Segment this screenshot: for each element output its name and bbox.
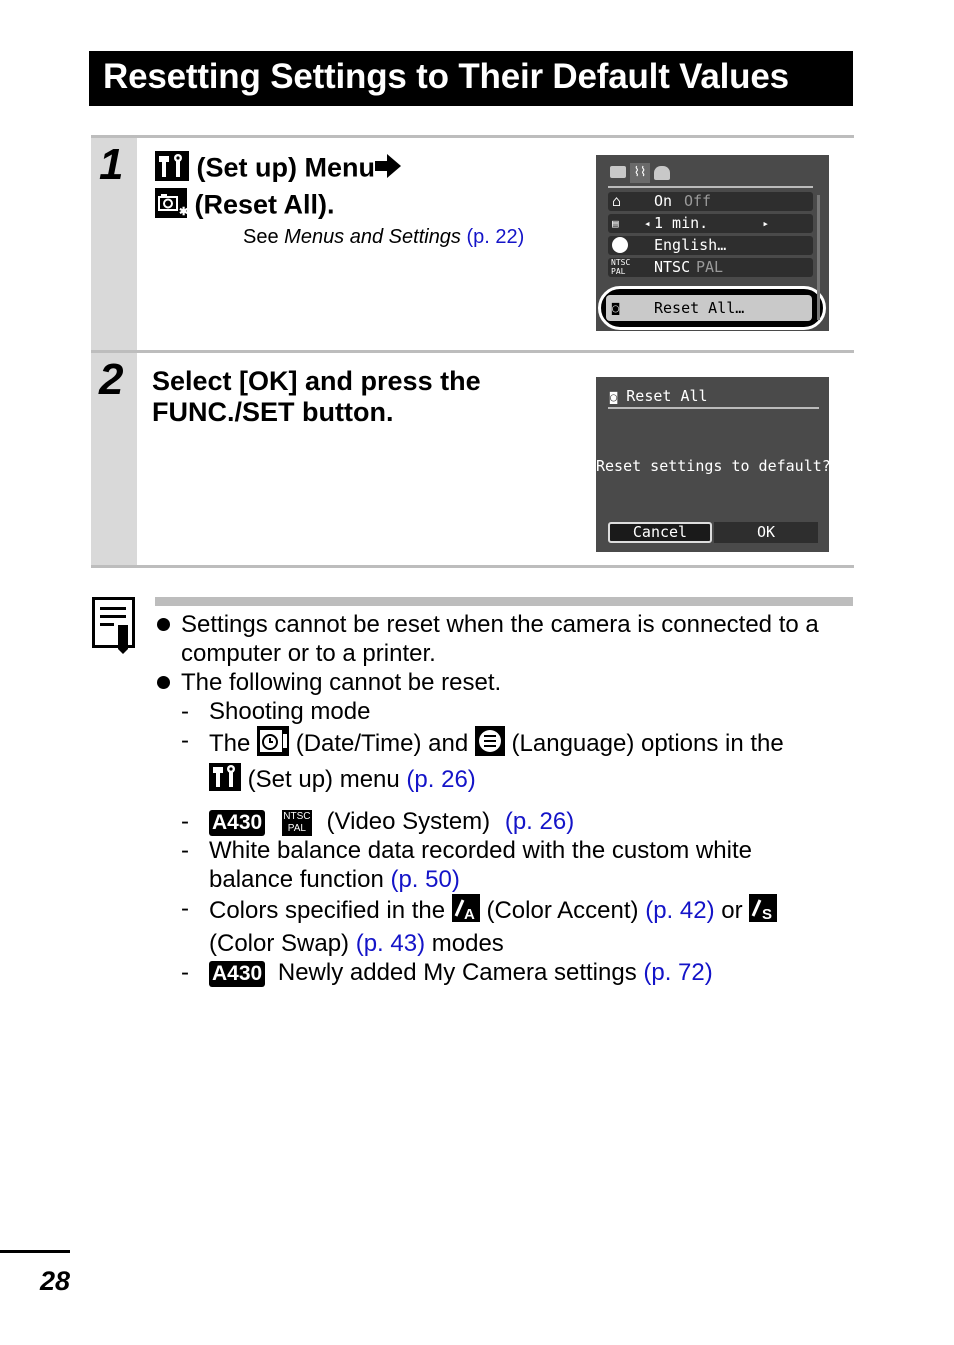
step-2 bbox=[91, 350, 854, 568]
page-link[interactable]: (p. 22) bbox=[466, 226, 525, 248]
page-link[interactable]: (p. 43) bbox=[355, 930, 426, 957]
reset-all-icon bbox=[155, 188, 187, 225]
note-bullet: Settings cannot be reset when the camera is connected to a computer or to a printer. bbox=[155, 610, 855, 668]
step-2-line-2: FUNC./SET button. bbox=[152, 397, 394, 427]
lcd-scrollbar bbox=[817, 195, 820, 320]
language-icon bbox=[612, 237, 628, 253]
page-title: Resetting Settings to Their Default Values bbox=[103, 57, 789, 96]
step-1 bbox=[91, 135, 854, 351]
list-item: - A430 Newly added My Camera settings (p. 72) bbox=[181, 959, 713, 986]
setup-menu-icon bbox=[209, 763, 241, 798]
step-number-column bbox=[91, 353, 137, 565]
page-link[interactable]: (p. 72) bbox=[643, 959, 713, 986]
list-item: - A430 NTSC PAL (Video System) (p. 26) bbox=[181, 808, 575, 835]
lcd-dialog-message: Reset settings to default? bbox=[596, 457, 831, 475]
page-link[interactable]: (p. 26) bbox=[406, 765, 476, 793]
see-reference-title: Menus and Settings bbox=[284, 226, 461, 248]
title-bar bbox=[89, 51, 853, 106]
language-icon bbox=[475, 726, 505, 763]
video-system-icon: NTSC PAL bbox=[611, 258, 631, 276]
lcd-row-language: English… bbox=[608, 236, 813, 255]
reset-all-lcd-icon: ◙ bbox=[612, 301, 620, 315]
setup-tab-icon: ⌇⌇ bbox=[630, 163, 650, 183]
page-link[interactable]: (p. 50) bbox=[390, 866, 460, 893]
svg-text:S: S bbox=[762, 906, 773, 923]
step-number: 2 bbox=[99, 355, 124, 404]
sound-icon: ⌂ bbox=[612, 192, 622, 210]
video-system-icon: NTSC PAL bbox=[283, 810, 311, 834]
step-1-line-1: (Set up) Menu bbox=[196, 152, 375, 183]
note-rule bbox=[155, 597, 853, 606]
lcd-reset-dialog bbox=[596, 377, 829, 552]
list-item: - White balance data recorded with the custom white balance function (p. 50) bbox=[181, 837, 752, 893]
svg-text:✱: ✱ bbox=[179, 206, 189, 218]
color-accent-icon bbox=[452, 894, 480, 929]
lcd-row-auto-power: ▤ ◂ 1 min. ▸ bbox=[608, 214, 813, 233]
step-1-heading bbox=[155, 151, 401, 225]
page-link[interactable]: (p. 26) bbox=[504, 808, 575, 835]
page-number: 28 bbox=[40, 1266, 71, 1296]
lcd-dialog-header: ◙ Reset All bbox=[610, 387, 708, 405]
my-camera-tab-icon bbox=[654, 166, 670, 180]
ok-button[interactable]: OK bbox=[714, 522, 818, 543]
lcd-setup-menu bbox=[596, 155, 829, 331]
step-number-column bbox=[91, 138, 137, 351]
list-item: - Colors specified in the A (Color Accent) (p. 42) or S (Color Swap) (p. 43) modes bbox=[155, 894, 855, 958]
step-2-line-1: Select [OK] and press the bbox=[152, 366, 481, 396]
step-1-line-2: (Reset All). bbox=[194, 189, 335, 220]
color-swap-icon bbox=[749, 894, 777, 929]
footer-rule bbox=[0, 1250, 70, 1253]
camera-tab-icon bbox=[610, 166, 626, 178]
step-number: 1 bbox=[99, 140, 124, 189]
arrow-right-icon bbox=[375, 152, 401, 187]
list-item: - The (Date/Time) and (Language) options in the (Set up) menu (p. 26) bbox=[155, 726, 855, 798]
note-bullet: The following cannot be reset. bbox=[155, 668, 855, 697]
a430-badge: A430 bbox=[209, 961, 265, 987]
see-reference: See Menus and Settings (p. 22) bbox=[243, 226, 525, 248]
list-item: - Shooting mode bbox=[181, 698, 371, 725]
svg-text:A: A bbox=[463, 906, 475, 923]
lcd-row-sound: ⌂ On Off bbox=[608, 192, 813, 211]
lcd-divider bbox=[608, 407, 819, 409]
notes bbox=[155, 610, 855, 987]
auto-power-down-icon: ▤ bbox=[612, 217, 619, 230]
reset-all-lcd-icon: ◙ bbox=[610, 390, 618, 404]
lcd-row-reset-all[interactable]: ◙ Reset All… bbox=[606, 295, 812, 321]
lcd-divider bbox=[608, 186, 813, 188]
step-2-heading bbox=[152, 366, 481, 428]
setup-menu-icon bbox=[155, 151, 189, 188]
page-link[interactable]: (p. 42) bbox=[645, 896, 715, 924]
lcd-row-video-system: NTSC PAL NTSC PAL bbox=[608, 258, 813, 277]
cancel-button[interactable]: Cancel bbox=[608, 522, 712, 543]
date-time-icon bbox=[257, 726, 289, 763]
lcd-tabs bbox=[610, 163, 670, 185]
memo-icon bbox=[92, 597, 136, 654]
a430-badge: A430 bbox=[209, 810, 265, 836]
